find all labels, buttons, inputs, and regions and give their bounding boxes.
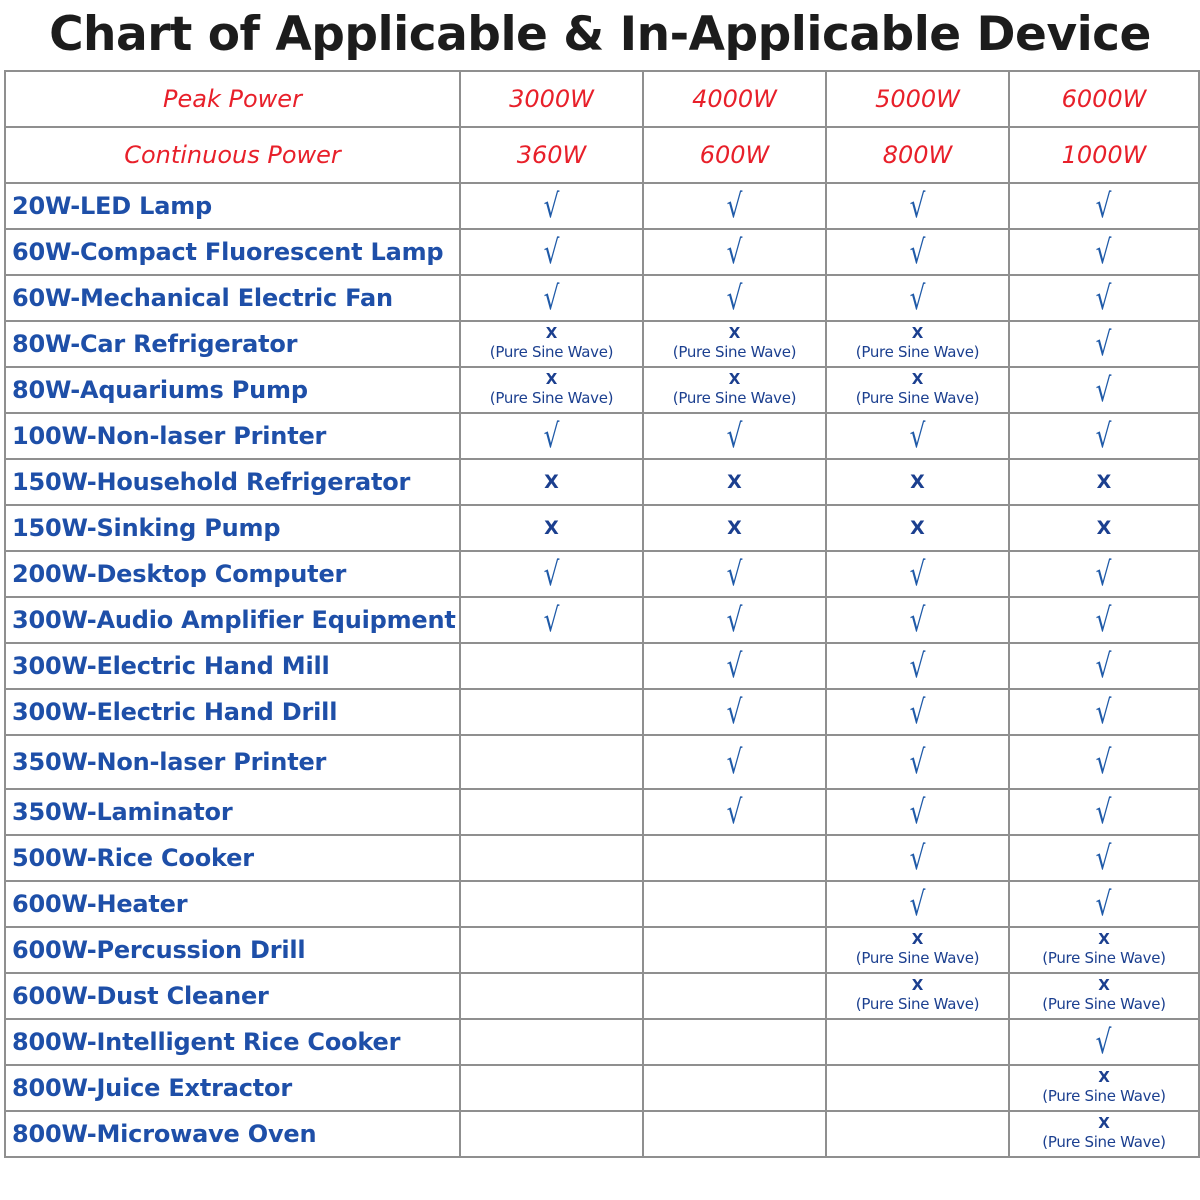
compat-cell (1009, 1065, 1199, 1111)
check-mark-icon: √ (909, 416, 926, 455)
table-row (5, 321, 1199, 367)
table-row (5, 973, 1199, 1019)
check-mark-icon: √ (1096, 186, 1112, 225)
compat-cell (1009, 275, 1199, 321)
compat-cell (460, 1019, 643, 1065)
cross-mark-icon: X (1098, 976, 1110, 994)
cross-mark-icon: X (1096, 471, 1112, 493)
device-name: 500W-Rice Cooker (5, 835, 460, 881)
compat-cell (643, 597, 826, 643)
compat-cell (826, 1111, 1009, 1157)
compat-cell (826, 835, 1009, 881)
compat-cell (1009, 1019, 1199, 1065)
check-mark-icon: √ (1096, 324, 1112, 363)
compat-cell (643, 229, 826, 275)
compat-cell (826, 229, 1009, 275)
pure-sine-wave-note: (Pure Sine Wave) (1042, 1087, 1166, 1105)
compat-cell (1009, 835, 1199, 881)
cross-with-note (1042, 1070, 1165, 1104)
check-mark-icon: √ (1096, 370, 1112, 409)
device-name: 600W-Heater (5, 881, 460, 927)
compat-cell (1009, 789, 1199, 835)
device-name: 300W-Audio Amplifier Equipment (5, 597, 460, 643)
table-row (5, 597, 1199, 643)
cross-with-note (1042, 932, 1165, 966)
check-mark-icon: √ (1096, 278, 1112, 317)
compat-cell (1009, 735, 1199, 789)
compat-cell (643, 973, 826, 1019)
continuous-power-1000: 1000W (1009, 127, 1199, 183)
cross-with-note (856, 326, 979, 360)
table-row (5, 1111, 1199, 1157)
peak-power-6000: 6000W (1009, 71, 1199, 127)
compat-cell (460, 643, 643, 689)
compat-cell (643, 459, 826, 505)
check-mark-icon: √ (1096, 646, 1112, 685)
check-mark-icon: √ (1096, 416, 1112, 455)
compat-cell (460, 735, 643, 789)
peak-power-4000: 4000W (643, 71, 826, 127)
cross-with-note (673, 326, 796, 360)
device-name: 800W-Juice Extractor (5, 1065, 460, 1111)
table-row (5, 643, 1199, 689)
check-mark-icon: √ (1096, 838, 1112, 877)
compat-cell (1009, 367, 1199, 413)
cross-mark-icon: X (544, 517, 559, 539)
cross-with-note (856, 372, 979, 406)
continuous-power-800: 800W (826, 127, 1009, 183)
check-mark-icon: √ (909, 884, 926, 923)
check-mark-icon: √ (909, 554, 926, 593)
device-name: 350W-Laminator (5, 789, 460, 835)
cross-mark-icon: X (911, 370, 924, 388)
pure-sine-wave-note: (Pure Sine Wave) (855, 995, 980, 1013)
peak-power-label: Peak Power (5, 71, 460, 127)
pure-sine-wave-note: (Pure Sine Wave) (855, 389, 980, 407)
pure-sine-wave-note: (Pure Sine Wave) (672, 343, 797, 361)
compat-cell (1009, 597, 1199, 643)
check-mark-icon: √ (543, 416, 560, 455)
cross-mark-icon: X (910, 471, 925, 493)
cross-mark-icon: X (911, 324, 924, 342)
compat-cell (826, 597, 1009, 643)
check-mark-icon: √ (726, 646, 743, 685)
compat-cell (643, 789, 826, 835)
table-row (5, 689, 1199, 735)
check-mark-icon: √ (726, 186, 743, 225)
compat-cell (460, 973, 643, 1019)
compat-cell (460, 881, 643, 927)
check-mark-icon: √ (726, 554, 743, 593)
compat-cell (826, 1065, 1009, 1111)
cross-mark-icon: X (728, 370, 741, 388)
compat-cell (460, 1111, 643, 1157)
compat-cell (643, 321, 826, 367)
device-name: 150W-Household Refrigerator (5, 459, 460, 505)
page-title: Chart of Applicable & In-Applicable Device (49, 7, 1151, 62)
compat-cell (826, 459, 1009, 505)
check-mark-icon: √ (909, 600, 926, 639)
compat-cell (643, 835, 826, 881)
compat-cell (643, 881, 826, 927)
cross-with-note (1042, 1116, 1165, 1150)
check-mark-icon: √ (909, 838, 926, 877)
device-name: 300W-Electric Hand Mill (5, 643, 460, 689)
compat-cell (643, 505, 826, 551)
check-mark-icon: √ (1096, 884, 1112, 923)
cross-with-note (673, 372, 796, 406)
compat-cell (460, 229, 643, 275)
compat-cell (826, 735, 1009, 789)
cross-with-note (856, 932, 979, 966)
table-row (5, 229, 1199, 275)
device-name: 600W-Percussion Drill (5, 927, 460, 973)
compat-cell (460, 321, 643, 367)
compat-cell (460, 413, 643, 459)
check-mark-icon: √ (726, 416, 743, 455)
compat-cell (460, 367, 643, 413)
compat-cell (1009, 229, 1199, 275)
continuous-power-row (5, 127, 1199, 183)
compat-cell (826, 973, 1009, 1019)
check-mark-icon: √ (543, 600, 560, 639)
compat-cell (826, 321, 1009, 367)
cross-mark-icon: X (911, 976, 924, 994)
cross-mark-icon: X (1096, 517, 1112, 539)
compat-cell (1009, 505, 1199, 551)
continuous-power-360: 360W (460, 127, 643, 183)
check-mark-icon: √ (543, 186, 560, 225)
check-mark-icon: √ (1096, 600, 1112, 639)
compat-cell (460, 183, 643, 229)
pure-sine-wave-note: (Pure Sine Wave) (1042, 995, 1166, 1013)
check-mark-icon: √ (1096, 792, 1112, 831)
compat-cell (460, 275, 643, 321)
compat-cell (460, 459, 643, 505)
compat-cell (643, 1019, 826, 1065)
compat-cell (1009, 551, 1199, 597)
check-mark-icon: √ (543, 554, 560, 593)
peak-power-5000: 5000W (826, 71, 1009, 127)
cross-mark-icon: X (727, 517, 742, 539)
table-row (5, 835, 1199, 881)
compat-cell (826, 689, 1009, 735)
cross-mark-icon: X (1098, 1068, 1110, 1086)
table-row (5, 1019, 1199, 1065)
device-name: 300W-Electric Hand Drill (5, 689, 460, 735)
compat-cell (460, 689, 643, 735)
table-row (5, 1065, 1199, 1111)
compat-cell (1009, 459, 1199, 505)
cross-mark-icon: X (544, 471, 559, 493)
check-mark-icon: √ (1096, 742, 1112, 781)
cross-mark-icon: X (727, 471, 742, 493)
table-row (5, 367, 1199, 413)
compat-cell (1009, 413, 1199, 459)
check-mark-icon: √ (1096, 232, 1112, 271)
pure-sine-wave-note: (Pure Sine Wave) (1042, 949, 1166, 967)
compat-cell (826, 1019, 1009, 1065)
compat-cell (1009, 183, 1199, 229)
compat-cell (643, 413, 826, 459)
peak-power-3000: 3000W (460, 71, 643, 127)
check-mark-icon: √ (726, 600, 743, 639)
table-row (5, 927, 1199, 973)
pure-sine-wave-note: (Pure Sine Wave) (1042, 1133, 1166, 1151)
table-row (5, 275, 1199, 321)
table-row (5, 881, 1199, 927)
table-row (5, 551, 1199, 597)
check-mark-icon: √ (1096, 1022, 1112, 1061)
pure-sine-wave-note: (Pure Sine Wave) (489, 343, 614, 361)
compat-cell (1009, 973, 1199, 1019)
compat-cell (643, 735, 826, 789)
check-mark-icon: √ (726, 742, 743, 781)
compat-cell (460, 1065, 643, 1111)
check-mark-icon: √ (1096, 554, 1112, 593)
compat-cell (826, 927, 1009, 973)
compat-cell (643, 689, 826, 735)
cross-mark-icon: X (545, 324, 558, 342)
check-mark-icon: √ (909, 792, 926, 831)
cross-mark-icon: X (1098, 1114, 1110, 1132)
compat-cell (826, 789, 1009, 835)
compatibility-table (4, 70, 1200, 1158)
compat-cell (643, 551, 826, 597)
compat-cell (460, 505, 643, 551)
device-name: 350W-Non-laser Printer (5, 735, 460, 789)
compat-cell (826, 643, 1009, 689)
check-mark-icon: √ (909, 186, 926, 225)
compat-cell (643, 1065, 826, 1111)
compat-cell (643, 183, 826, 229)
check-mark-icon: √ (543, 232, 560, 271)
compat-cell (643, 643, 826, 689)
device-name: 200W-Desktop Computer (5, 551, 460, 597)
check-mark-icon: √ (909, 742, 926, 781)
table-row (5, 413, 1199, 459)
compat-cell (1009, 927, 1199, 973)
compat-cell (643, 275, 826, 321)
compat-cell (826, 413, 1009, 459)
compat-cell (826, 505, 1009, 551)
cross-mark-icon: X (728, 324, 741, 342)
device-name: 80W-Aquariums Pump (5, 367, 460, 413)
compat-cell (1009, 1111, 1199, 1157)
compat-cell (460, 597, 643, 643)
check-mark-icon: √ (726, 232, 743, 271)
device-name: 800W-Intelligent Rice Cooker (5, 1019, 460, 1065)
compat-cell (826, 881, 1009, 927)
cross-mark-icon: X (911, 930, 924, 948)
device-name: 80W-Car Refrigerator (5, 321, 460, 367)
compat-cell (826, 275, 1009, 321)
table-row (5, 789, 1199, 835)
table-row (5, 183, 1199, 229)
check-mark-icon: √ (909, 646, 926, 685)
compat-cell (460, 789, 643, 835)
check-mark-icon: √ (909, 692, 926, 731)
compat-cell (1009, 689, 1199, 735)
compat-cell (1009, 643, 1199, 689)
check-mark-icon: √ (543, 278, 560, 317)
check-mark-icon: √ (909, 278, 926, 317)
device-name: 60W-Mechanical Electric Fan (5, 275, 460, 321)
device-name: 60W-Compact Fluorescent Lamp (5, 229, 460, 275)
table-row (5, 505, 1199, 551)
device-name: 150W-Sinking Pump (5, 505, 460, 551)
compat-cell (643, 1111, 826, 1157)
pure-sine-wave-note: (Pure Sine Wave) (489, 389, 614, 407)
continuous-power-label: Continuous Power (5, 127, 460, 183)
device-name: 800W-Microwave Oven (5, 1111, 460, 1157)
compat-cell (643, 367, 826, 413)
table-row (5, 459, 1199, 505)
compat-cell (643, 927, 826, 973)
continuous-power-600: 600W (643, 127, 826, 183)
pure-sine-wave-note: (Pure Sine Wave) (855, 949, 980, 967)
device-name: 100W-Non-laser Printer (5, 413, 460, 459)
device-name: 600W-Dust Cleaner (5, 973, 460, 1019)
compat-cell (460, 835, 643, 881)
compat-cell (460, 551, 643, 597)
check-mark-icon: √ (726, 692, 743, 731)
table-body (5, 71, 1199, 1157)
cross-with-note (490, 326, 613, 360)
peak-power-row (5, 71, 1199, 127)
check-mark-icon: √ (726, 278, 743, 317)
pure-sine-wave-note: (Pure Sine Wave) (672, 389, 797, 407)
check-mark-icon: √ (909, 232, 926, 271)
compat-cell (1009, 881, 1199, 927)
compat-cell (460, 927, 643, 973)
compat-cell (826, 367, 1009, 413)
compat-cell (1009, 321, 1199, 367)
cross-mark-icon: X (545, 370, 558, 388)
cross-mark-icon: X (1098, 930, 1110, 948)
table-row (5, 735, 1199, 789)
device-name: 20W-LED Lamp (5, 183, 460, 229)
check-mark-icon: √ (726, 792, 743, 831)
compat-cell (826, 183, 1009, 229)
check-mark-icon: √ (1096, 692, 1112, 731)
pure-sine-wave-note: (Pure Sine Wave) (855, 343, 980, 361)
compat-cell (826, 551, 1009, 597)
cross-with-note (1042, 978, 1165, 1012)
cross-with-note (490, 372, 613, 406)
cross-with-note (856, 978, 979, 1012)
cross-mark-icon: X (910, 517, 925, 539)
